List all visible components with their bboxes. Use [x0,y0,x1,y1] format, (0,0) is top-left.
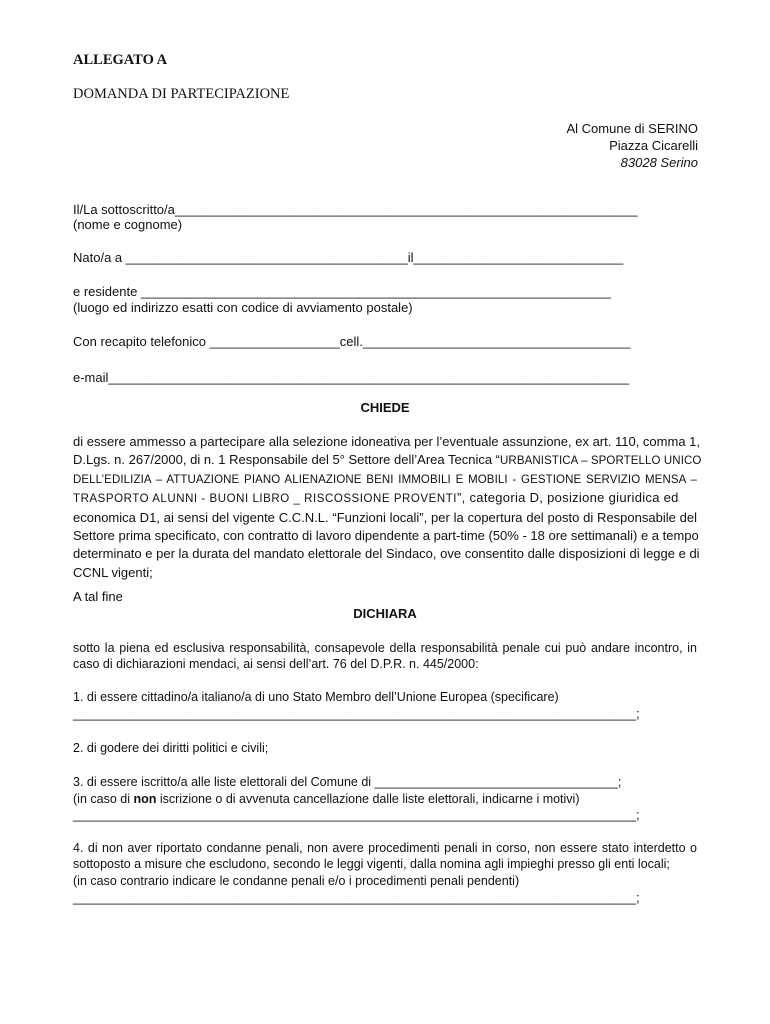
dichiara-heading: DICHIARA [353,606,417,621]
item-3: 3. di essere iscritto/a alle liste elettorali del Comune di ___________________________________; [73,775,622,789]
chiede-line-2 [73,452,702,469]
domanda-title: DOMANDA DI PARTECIPAZIONE [73,86,290,102]
item-4-line: _________________________________________________________________________________; [73,891,640,905]
allegato-title: ALLEGATO A [73,52,168,68]
chiede-line-6: Settore prima specificato, con contratto di lavoro dipendente a part-time (50% - 18 ore settimanali) e a tempo [73,528,699,543]
item-1-line: _________________________________________________________________________________; [73,707,640,721]
chiede-heading: CHIEDE [360,400,410,415]
chiede-line-3: DELL’EDILIZIA – ATTUAZIONE PIANO ALIENAZIONE BENI IMMOBILI E MOBILI - GESTIONE SERVIZIO MENSA – [73,474,697,486]
item-3-line: _________________________________________________________________________________; [73,808,640,822]
item-3-note-post: iscrizione o di avvenuta cancellazione dalle liste elettorali, indicarne i motivi) [156,792,580,806]
item-1: 1. di essere cittadino/a italiano/a di uno Stato Membro dell’Unione Europea (specificare) [73,690,559,704]
dichiara-intro-1: sotto la piena ed esclusiva responsabilità, consapevole della responsabilità penale cui può andare incontro, in [73,641,697,655]
sottoscritto-field: Il/La sottoscritto/a________________________________________________________________ [73,202,638,217]
chiede-line-8: CCNL vigenti; [73,565,153,580]
chiede-line-4-caps: TRASPORTO ALUNNI - BUONI LIBRO _ RISCOSSIONE PROVENTI [73,493,458,505]
email-field: e-mail________________________________________________________________________ [73,370,629,385]
a-tal-fine: A tal fine [73,589,123,604]
item-4-line-3: (in caso contrario indicare le condanne penali e/o i procedimenti penali pendenti) [73,874,520,888]
chiede-line-4-text: ”, categoria D, posizione giuridica ed [457,490,679,505]
recipient-line-2: Piazza Cicarelli [609,138,698,153]
luogo-hint: (luogo ed indirizzo esatti con codice di avviamento postale) [73,300,413,315]
item-3-note [73,791,580,807]
chiede-line-2-caps: URBANISTICA – SPORTELLO UNICO [500,455,702,467]
item-3-note-bold: non [133,792,157,806]
recapito-field: Con recapito telefonico __________________cell._____________________________________ [73,334,631,349]
chiede-line-4 [73,490,697,507]
chiede-line-5: economica D1, ai sensi del vigente C.C.N.L. “Funzioni locali”, per la copertura del posto di Responsabile del [73,510,697,525]
chiede-line-2-text: D.Lgs. n. 267/2000, di n. 1 Responsabile del 5° Settore dell’Area Tecnica “ [73,452,501,467]
recipient-line-3: 83028 Serino [620,155,698,170]
recipient-line-1: Al Comune di SERINO [566,121,698,136]
chiede-line-1: di essere ammesso a partecipare alla selezione idoneativa per l’eventuale assunzione, ex art. 110, comma 1, [73,434,700,449]
dichiara-intro-2: caso di dichiarazioni mendaci, ai sensi dell’art. 76 del D.P.R. n. 445/2000: [73,657,479,671]
item-3-note-pre: (in caso di [73,792,134,806]
residente-field: e residente _________________________________________________________________ [73,284,611,299]
chiede-line-7: determinato e per la durata del mandato elettorale del Sindaco, ove consentito dalle disposizioni di legge e di [73,546,700,561]
nato-field: Nato/a a _______________________________________il_____________________________ [73,250,624,265]
item-4-line-2: sottoposto a misure che escludono, secondo le leggi vigenti, dalla nomina agli impieghi presso gli enti locali; [73,857,670,871]
item-2: 2. di godere dei diritti politici e civili; [73,741,269,755]
item-4-line-1: 4. di non aver riportato condanne penali, non avere procedimenti penali in corso, non essere stato interdetto o [73,841,697,855]
nome-hint: (nome e cognome) [73,217,183,232]
